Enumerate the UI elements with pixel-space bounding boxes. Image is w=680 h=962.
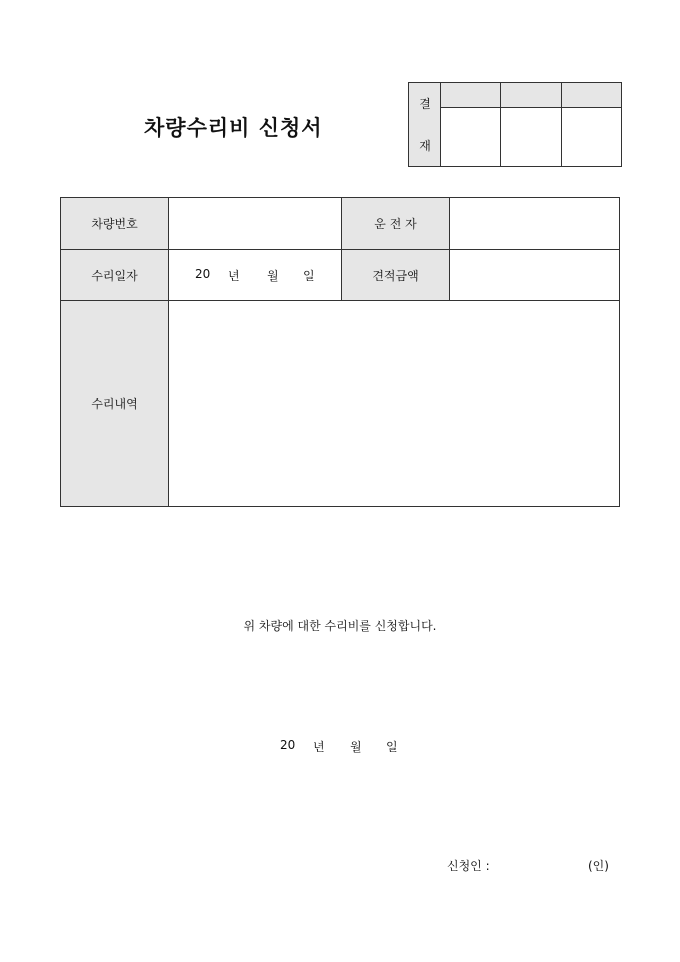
repair-date-year-unit: 년 (228, 269, 240, 283)
approval-label-cell (409, 83, 441, 166)
repair-date-month-unit: 월 (267, 269, 279, 283)
row-divider (61, 300, 619, 301)
sign-date-month-unit: 월 (350, 740, 362, 754)
repair-date-day-unit: 일 (303, 269, 315, 283)
repair-date-field[interactable] (169, 250, 341, 300)
repair-date-label: 수리일자 (61, 250, 168, 300)
vehicle-number-field[interactable] (169, 198, 341, 249)
approval-header-row (441, 83, 621, 108)
vehicle-number-label: 차량번호 (61, 198, 168, 249)
page-title: 차량수리비 신청서 (144, 115, 323, 140)
estimate-label: 견적금액 (342, 250, 449, 300)
repair-date-year: 20 (195, 267, 211, 281)
signature-date[interactable] (0, 738, 680, 754)
approval-label-top: 결 (419, 97, 431, 111)
details-label: 수리내역 (61, 301, 168, 506)
request-statement: 위 차량에 대한 수리비를 신청합니다. (243, 619, 437, 633)
seal-mark: (인) (588, 859, 609, 873)
sign-date-day-unit: 일 (386, 740, 398, 754)
approval-sign-slot-1[interactable] (441, 108, 500, 166)
approval-sign-slot-2[interactable] (501, 108, 561, 166)
sign-date-year: 20 (280, 738, 296, 752)
approval-label-bottom: 재 (419, 139, 431, 153)
estimate-field[interactable] (450, 250, 619, 300)
approval-box (408, 82, 622, 167)
driver-field[interactable] (450, 198, 619, 249)
approval-sign-slot-3[interactable] (562, 108, 621, 166)
application-table (60, 197, 620, 507)
column-divider (341, 198, 342, 300)
driver-label: 운 전 자 (342, 198, 449, 249)
row-divider (61, 249, 619, 250)
sign-date-year-unit: 년 (313, 740, 325, 754)
column-divider (449, 198, 450, 300)
column-divider (168, 198, 169, 506)
applicant-name-field[interactable] (500, 852, 580, 872)
details-field[interactable] (169, 301, 619, 506)
applicant-label: 신청인 : (447, 859, 490, 873)
